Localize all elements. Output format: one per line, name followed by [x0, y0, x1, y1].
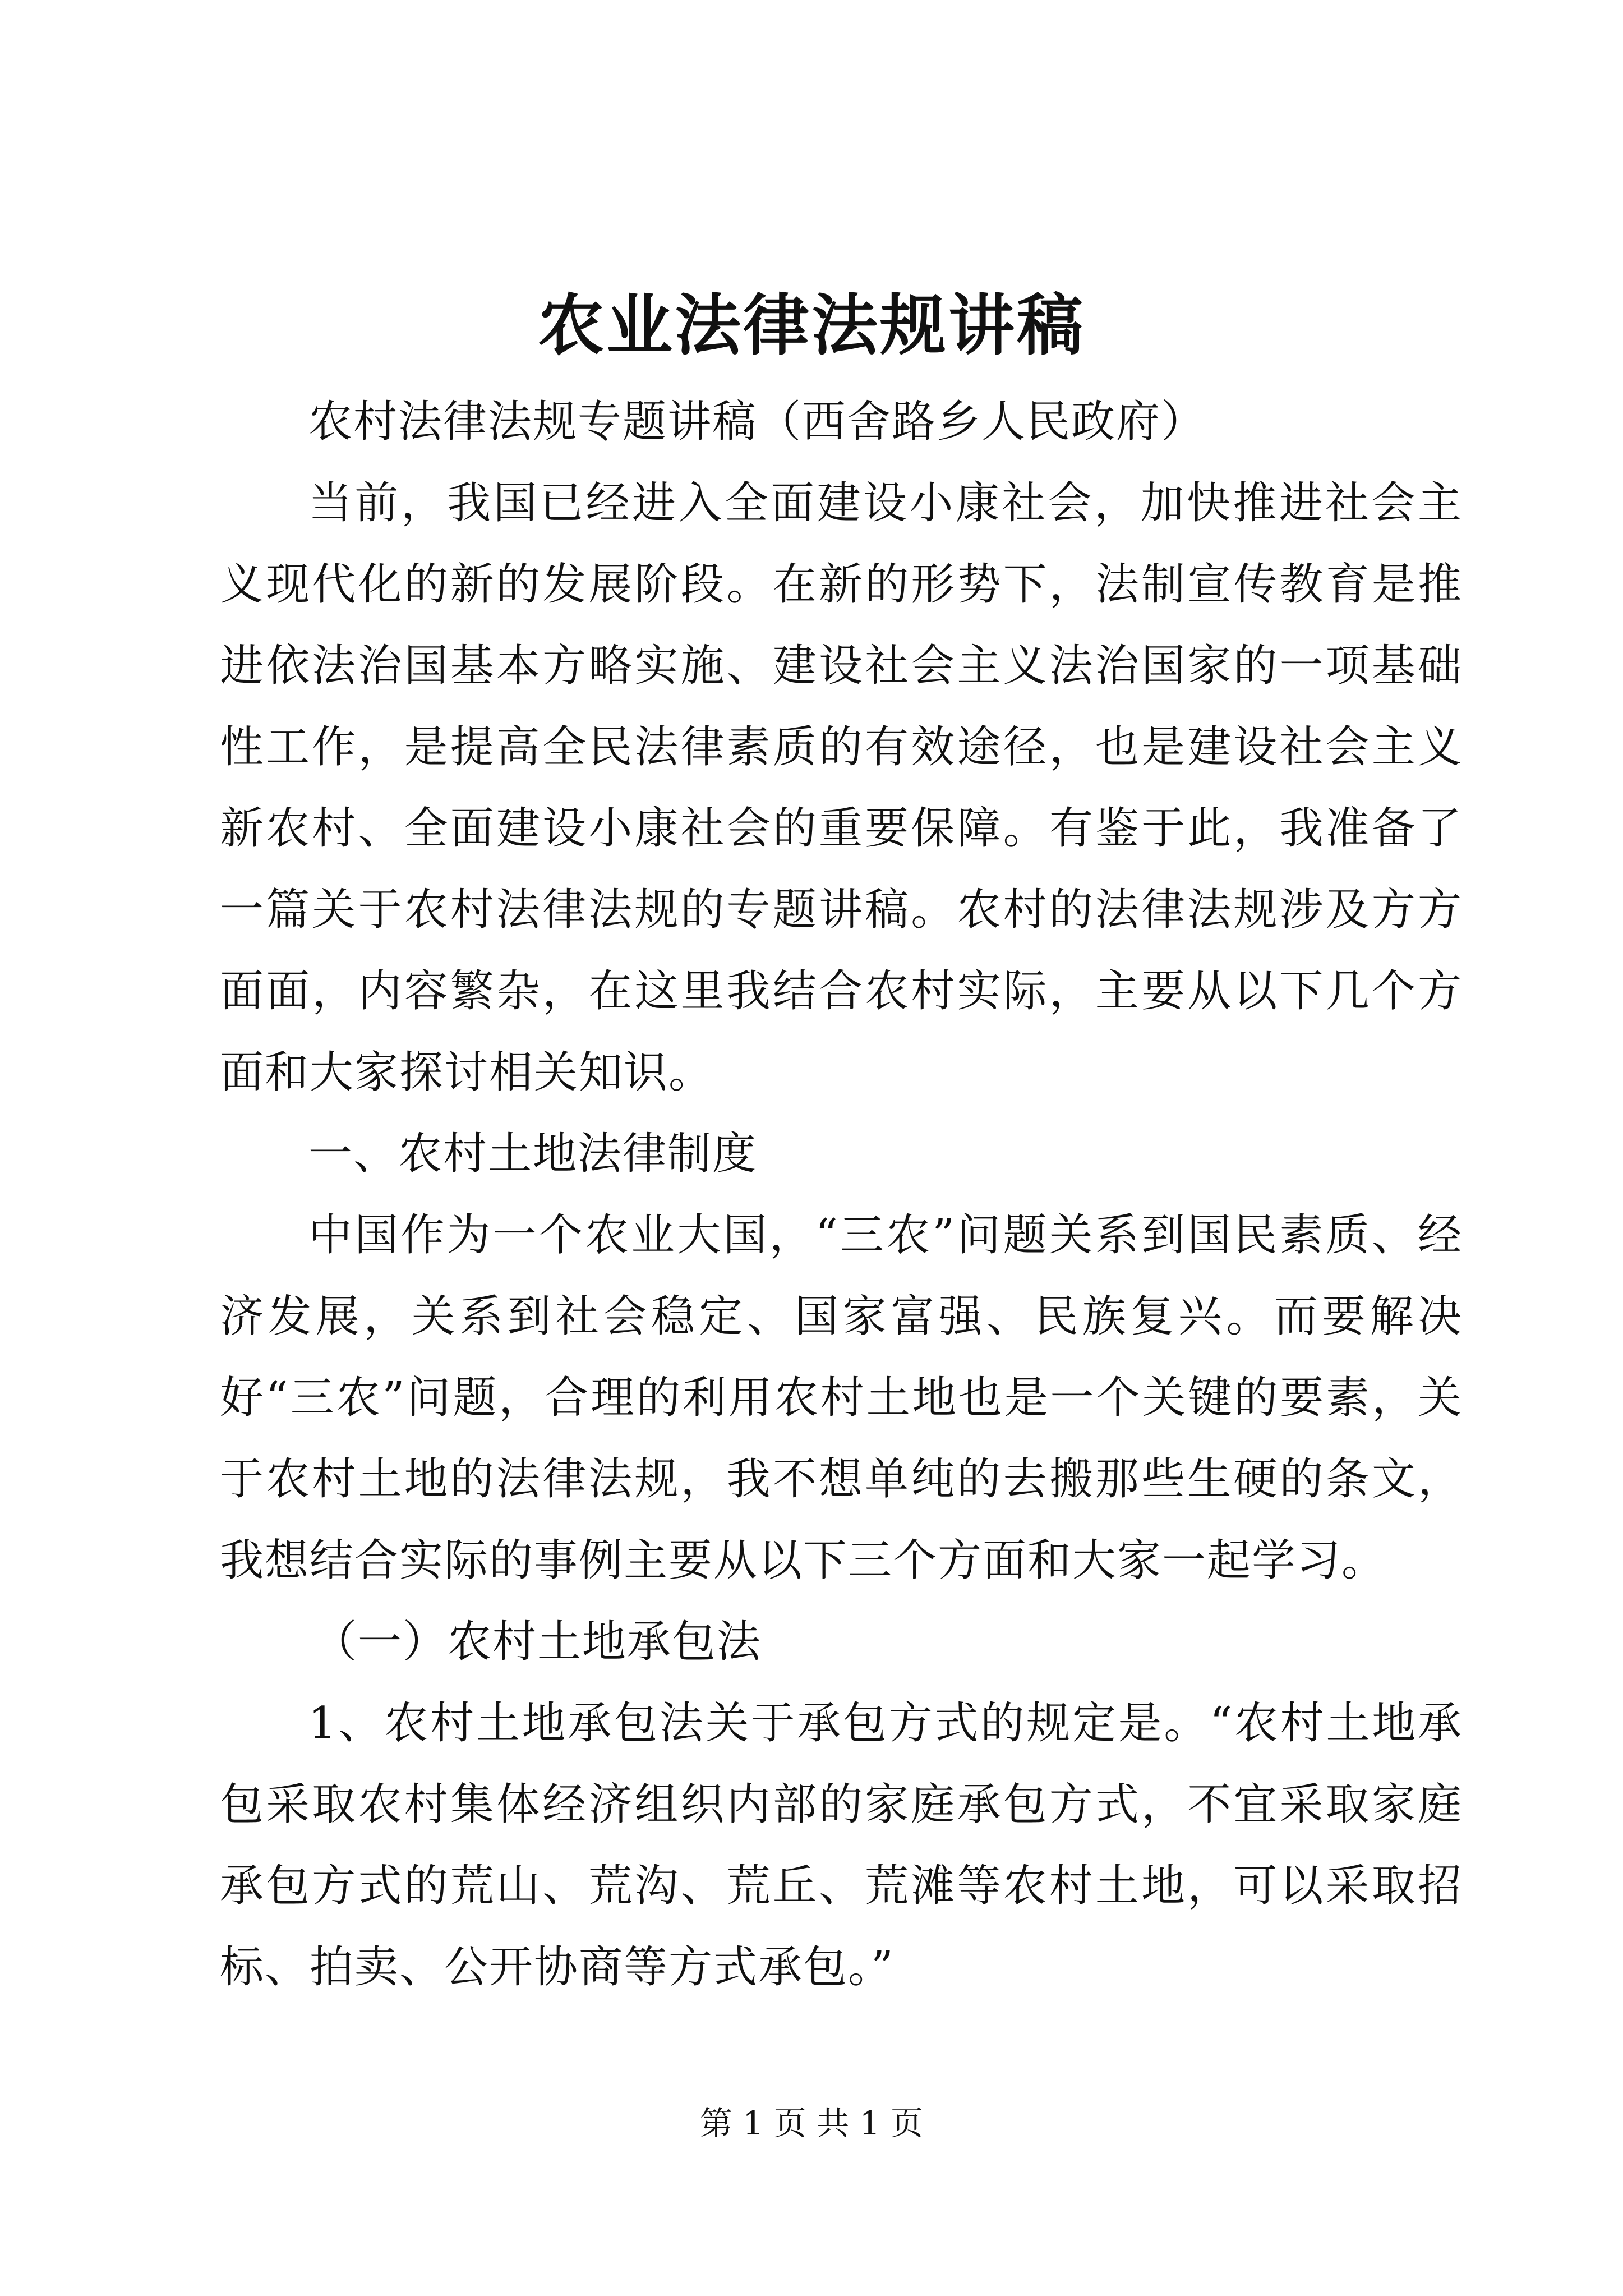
- subsection-heading: （一）农村土地承包法: [313, 1617, 762, 1667]
- section-heading: 一、农村土地法律制度: [308, 1129, 758, 1179]
- section-paragraph: 中国作为一个农业大国，“三农”问题关系到国民素质、经济发展，关系到社会稳定、国家富强、民族复兴。而要解决好“三农”问题，合理的利用农村土地也是一个关键的要素，关于农村土地的法律法规，我不想单纯的去搬那些生硬的条文，我想结合实际的事例主要从以下三个方面和大家一起学习。: [220, 1210, 1463, 1586]
- document-title: 农业法律法规讲稿: [537, 286, 1085, 364]
- subtitle-paragraph: 农村法律法规专题讲稿（西舍路乡人民政府）: [308, 397, 1206, 447]
- document-body: [220, 381, 1463, 2008]
- clause-paragraph: 1、农村土地承包法关于承包方式的规定是。“农村土地承包采取农村集体经济组织内部的家庭承包方式，不宜采取家庭承包方式的荒山、荒沟、荒丘、荒滩等农村土地，可以采取招标、拍卖、公开协商等方式承包。”: [220, 1698, 1463, 1993]
- intro-paragraph: 当前，我国已经进入全面建设小康社会，加快推进社会主义现代化的新的发展阶段。在新的形势下，法制宣传教育是推进依法治国基本方略实施、建设社会主义法治国家的一项基础性工作，是提高全民法律素质的有效途径，也是建设社会主义新农村、全面建设小康社会的重要保障。有鉴于此，我准备了一篇关于农村法律法规的专题讲稿。农村的法律法规涉及方方面面，内容繁杂，在这里我结合农村实际，主要从以下几个方面和大家探讨相关知识。: [220, 478, 1463, 1098]
- page-footer: 第 1 页 共 1 页: [700, 2104, 923, 2142]
